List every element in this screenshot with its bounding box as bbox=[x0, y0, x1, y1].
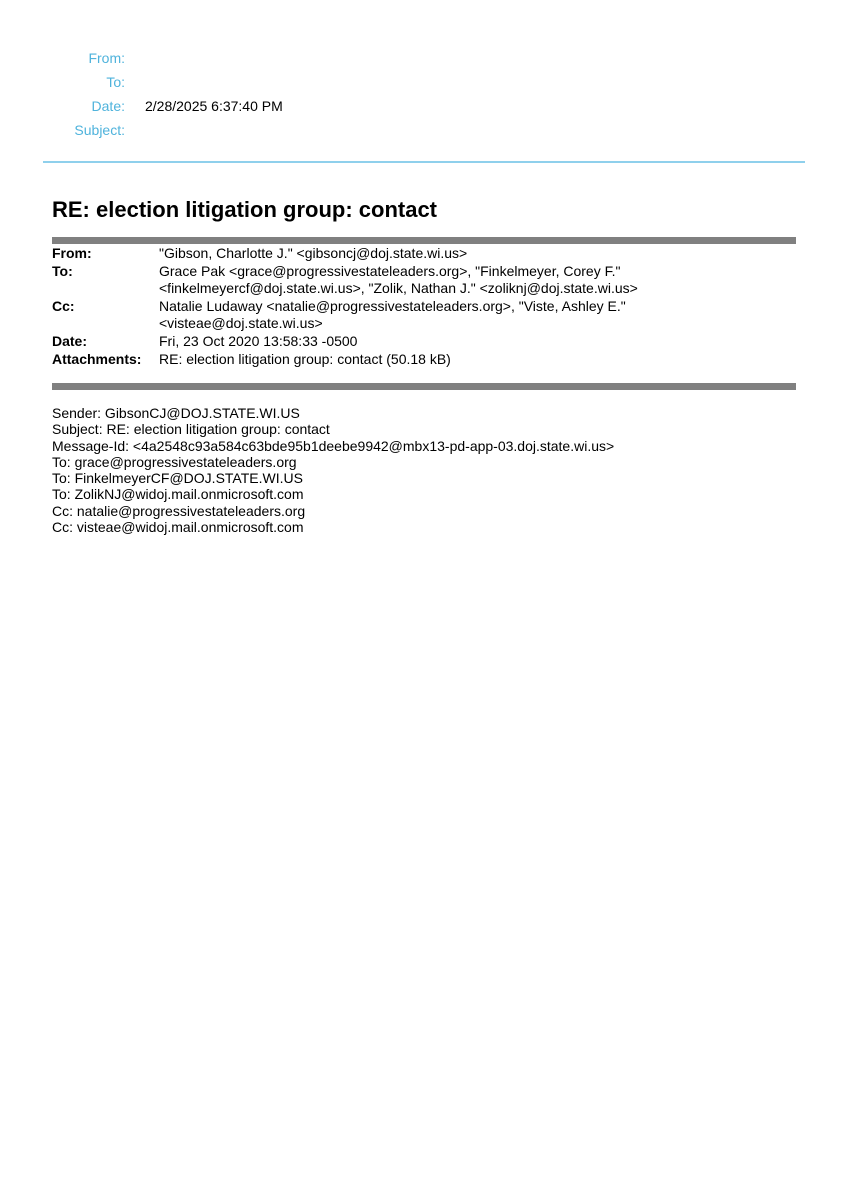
envelope-to-label: To: bbox=[106, 74, 125, 90]
email-title: RE: election litigation group: contact bbox=[52, 197, 437, 222]
header-date-line: Fri, 23 Oct 2020 13:58:33 -0500 bbox=[159, 333, 358, 349]
header-attachments-row bbox=[52, 351, 796, 369]
header-attachments-label: Attachments: bbox=[52, 351, 142, 367]
header-cc-line: <visteae@doj.state.wi.us> bbox=[159, 315, 323, 331]
header-attachments-value bbox=[159, 351, 796, 368]
header-date-value bbox=[159, 333, 796, 350]
metadata-to-line: To: ZolikNJ@widoj.mail.onmicrosoft.com bbox=[52, 486, 304, 503]
header-cc-value bbox=[159, 298, 796, 332]
header-from-line: "Gibson, Charlotte J." <gibsoncj@doj.state.wi.us> bbox=[159, 245, 468, 261]
envelope-subject-label: Subject: bbox=[74, 122, 125, 138]
metadata-cc-line: Cc: visteae@widoj.mail.onmicrosoft.com bbox=[52, 519, 304, 536]
envelope-from-row bbox=[0, 46, 848, 70]
header-cc-line: Natalie Ludaway <natalie@progressivestateleaders.org>, "Viste, Ashley E." bbox=[159, 298, 626, 314]
header-cc-label: Cc: bbox=[52, 298, 75, 314]
envelope-date-label: Date: bbox=[91, 98, 125, 114]
header-date-row bbox=[52, 333, 796, 351]
envelope-subject-row bbox=[0, 118, 848, 142]
attachment-item: RE: election litigation group: contact (50.18 kB) bbox=[159, 351, 451, 367]
header-from-row bbox=[52, 245, 796, 263]
header-top-bar bbox=[52, 237, 796, 244]
email-header-block bbox=[52, 245, 796, 369]
header-cc-row bbox=[52, 298, 796, 333]
envelope-divider bbox=[43, 161, 805, 163]
header-from-label: From: bbox=[52, 245, 92, 261]
header-bottom-bar bbox=[52, 383, 796, 390]
metadata-subject-line: Subject: RE: election litigation group: contact bbox=[52, 421, 330, 438]
header-to-label: To: bbox=[52, 263, 73, 279]
envelope-date-row bbox=[0, 94, 848, 118]
header-date-label: Date: bbox=[52, 333, 88, 349]
header-from-value bbox=[159, 245, 796, 262]
metadata-sender-line: Sender: GibsonCJ@DOJ.STATE.WI.US bbox=[52, 405, 300, 421]
metadata-message-id-line: Message-Id: <4a2548c93a584c63bde95b1deebe9942@mbx13-pd-app-03.doj.state.wi.us> bbox=[52, 437, 615, 454]
metadata-cc-line: Cc: natalie@progressivestateleaders.org bbox=[52, 502, 306, 519]
envelope-header bbox=[0, 46, 848, 142]
envelope-to-row bbox=[0, 70, 848, 94]
header-to-value bbox=[159, 263, 796, 297]
metadata-to-line: To: grace@progressivestateleaders.org bbox=[52, 453, 297, 470]
message-metadata bbox=[52, 405, 614, 535]
header-to-line: Grace Pak <grace@progressivestateleaders.org>, "Finkelmeyer, Corey F." bbox=[159, 263, 621, 279]
header-to-line: <finkelmeyercf@doj.state.wi.us>, "Zolik, Nathan J." <zoliknj@doj.state.wi.us> bbox=[159, 280, 638, 296]
header-to-row bbox=[52, 263, 796, 298]
metadata-to-line: To: FinkelmeyerCF@DOJ.STATE.WI.US bbox=[52, 470, 303, 487]
envelope-from-label: From: bbox=[88, 50, 125, 66]
envelope-date-value: 2/28/2025 6:37:40 PM bbox=[145, 98, 283, 114]
